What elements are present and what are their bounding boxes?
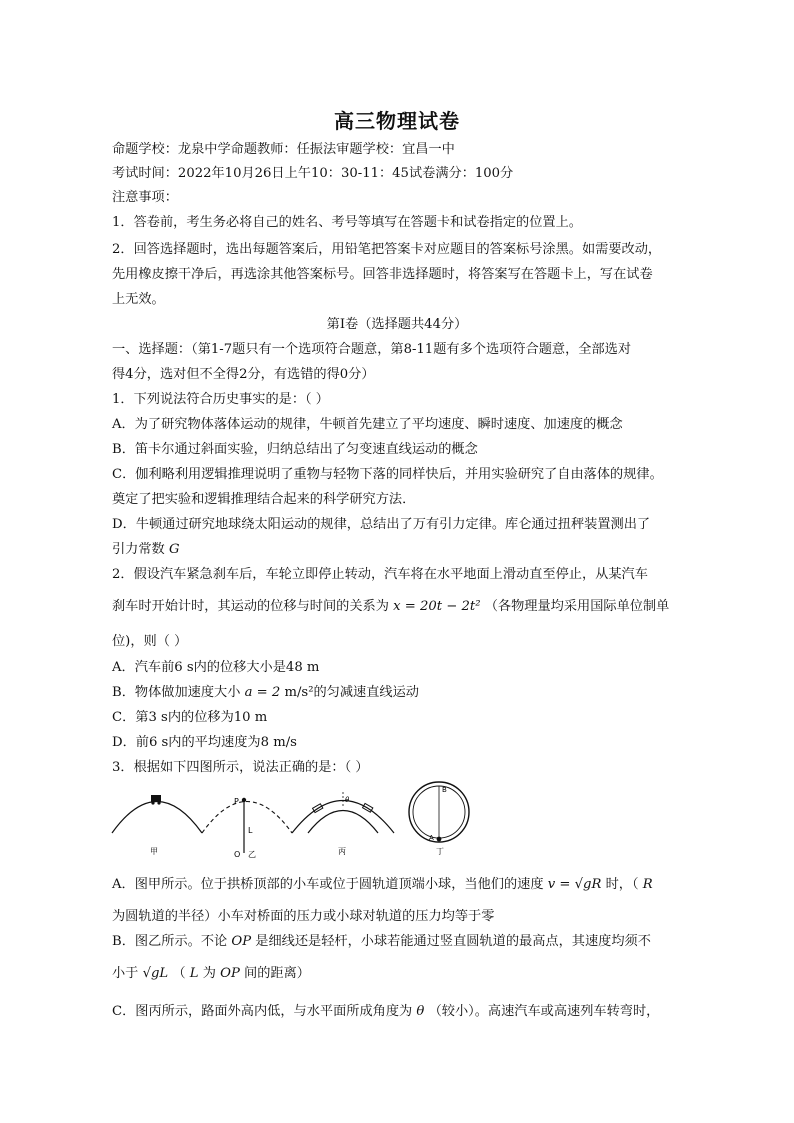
q2-line-2 <box>112 598 692 616</box>
part-heading: 第Ⅰ卷（选择题共44分） <box>326 317 468 332</box>
figure-letter-theta: θ <box>345 796 350 804</box>
q3-stem: 3．根据如下四图所示，说法正确的是：（ ） <box>112 760 369 775</box>
header-line-2: 考试时间：2022年10月26日上午10：30-11：45试卷满分：100分 <box>112 166 514 181</box>
car-wheel-icon <box>157 801 160 804</box>
q1-option-d-line-1: D．牛顿通过研究地球绕太阳运动的规律，总结出了万有引力定律。库仑通过扭秤装置测出了 <box>112 517 651 532</box>
note-2-line-1: 2．回答选择题时，选出每题答案后，用铅笔把答案卡对应题目的答案标号涂黑。如需要改动， <box>112 242 662 257</box>
inner-road-edge <box>308 811 378 834</box>
q2-option-a: A．汽车前6 s内的位移大小是48 m <box>112 660 320 675</box>
q3-option-b-line-1 <box>112 933 692 951</box>
q1-option-a: A．为了研究物体落体运动的规律，牛顿首先建立了平均速度、瞬时速度、加速度的概念 <box>112 417 623 432</box>
figure-label-bing: 丙 <box>338 847 346 856</box>
q3-option-c-text-a: C．图丙所示，路面外高内低，与水平面所成角度为 <box>112 1004 413 1019</box>
q1-stem: 1．下列说法符合历史事实的是：（ ） <box>112 392 329 407</box>
figure-jia <box>112 795 202 856</box>
q3-option-b-text-a: B．图乙所示。不论 <box>112 934 228 949</box>
q3-option-b-variable: OP <box>231 934 252 949</box>
q1-option-c-line-1: C．伽利略利用逻辑推理说明了重物与轻物下落的同样快后，并用实验研究了自由落体的规律。 <box>112 467 663 482</box>
q3-option-a-line-1 <box>112 876 692 894</box>
q2-option-b-text-a: B．物体做加速度大小 <box>112 685 241 700</box>
q3-option-b2-text-d: 间的距离） <box>244 966 310 981</box>
q1-option-d-text: 引力常数 <box>112 542 165 557</box>
q3-option-a-text-a: A．图甲所示。位于拱桥顶部的小车或位于圆轨道顶端小球，当他们的速度 <box>112 877 544 892</box>
arch-bridge <box>112 802 202 834</box>
figure-letter-l: L <box>248 826 253 835</box>
q2-option-b <box>112 684 692 702</box>
q1-option-c-line-2: 奠定了把实验和逻辑推理结合起来的科学研究方法． <box>112 492 416 507</box>
q2-option-d: D．前6 s内的平均速度为8 m/s <box>112 735 297 750</box>
section-line-2: 得4分，选对但不全得2分，有选错的得0分） <box>112 367 375 382</box>
q3-option-c-line-1 <box>112 1003 692 1021</box>
figure-bing <box>292 792 394 856</box>
q1-option-d-variable: G <box>168 542 180 557</box>
ball-icon <box>437 837 442 842</box>
car-icon <box>151 795 161 802</box>
q3-option-c-variable: θ <box>416 1004 425 1019</box>
q3-option-b2-variable-op: OP <box>220 966 240 981</box>
q3-option-b2-formula: √gL <box>142 966 169 981</box>
figure-label-jia: 甲 <box>150 847 158 856</box>
figure-letter-o: O <box>234 850 241 859</box>
header-line-1: 命题学校：龙泉中学命题教师：任振法审题学校：宜昌一中 <box>112 142 455 157</box>
q2-option-b-text-b: m/s²的匀减速直线运动 <box>284 685 419 700</box>
q2-line-2-text-b: （各物理量均采用国际单位制单 <box>484 599 670 614</box>
q2-option-c: C．第3 s内的位移为10 m <box>112 710 268 725</box>
dashed-circle-path <box>202 802 292 834</box>
q2-line-1: 2．假设汽车紧急刹车后，车轮立即停止转动，汽车将在水平地面上滑动直至停止，从某汽车 <box>112 567 648 582</box>
q2-option-b-variable: a = 2 <box>244 685 281 700</box>
q3-option-b2-text-b: （ <box>172 966 186 981</box>
q3-option-b2-variable-l: L <box>189 966 199 981</box>
q3-figures-svg <box>110 778 470 860</box>
q2-line-3: 位)，则（ ） <box>112 634 188 649</box>
figure-yi <box>202 797 292 859</box>
figure-letter-a: A <box>429 834 434 842</box>
figure-ding <box>409 782 469 856</box>
q3-figures <box>110 778 470 860</box>
figure-letter-b: B <box>442 786 447 794</box>
note-2-line-2: 先用橡皮擦干净后，再选涂其他答案标号。回答非选择题时，将答案写在答题卡上，写在试卷 <box>112 267 653 282</box>
section-line-1: 一、选择题：（第1-7题只有一个选项符合题意，第8-11题有多个选项符合题意，全部选对 <box>112 342 632 357</box>
q3-option-a-text-b: 时，（ <box>605 877 639 892</box>
q3-option-b2-text-c: 为 <box>202 966 216 981</box>
note-2-line-3: 上无效。 <box>112 292 165 307</box>
q3-option-a-line-2: 为圆轨道的半径）小车对桥面的压力或小球对轨道的压力均等于零 <box>112 909 495 924</box>
figure-label-ding: 丁 <box>436 847 444 856</box>
q2-line-2-text-a: 刹车时开始计时，其运动的位移与时间的关系为 <box>112 599 389 614</box>
q3-option-a-formula: v = √gR <box>547 877 602 892</box>
figure-label-yi: 乙 <box>248 850 256 859</box>
q3-option-b2-text-a: 小于 <box>112 966 139 981</box>
q3-option-c-text-b: （较小）。高速汽车或高速列车转弯时， <box>428 1004 660 1019</box>
q3-option-b-line-2 <box>112 965 692 983</box>
car-wheel-icon <box>151 801 154 804</box>
notes-heading: 注意事项： <box>112 190 178 205</box>
figure-letter-p: P <box>234 797 239 806</box>
q2-formula: x = 20t − 2t² <box>393 599 481 614</box>
ball-icon <box>242 798 246 802</box>
q1-option-d-line-2 <box>112 541 692 559</box>
q3-option-b-text-b: 是细线还是轻杆，小球若能通过竖直圆轨道的最高点，其速度均须不 <box>255 934 651 949</box>
note-1: 1．答卷前，考生务必将自己的姓名、考号等填写在答题卡和试卷指定的位置上。 <box>112 215 582 230</box>
q3-option-a-variable: R <box>642 877 653 892</box>
q1-option-b: B．笛卡尔通过斜面实验，归纳总结出了匀变速直线运动的概念 <box>112 442 478 457</box>
page-title: 高三物理试卷 <box>334 109 460 133</box>
